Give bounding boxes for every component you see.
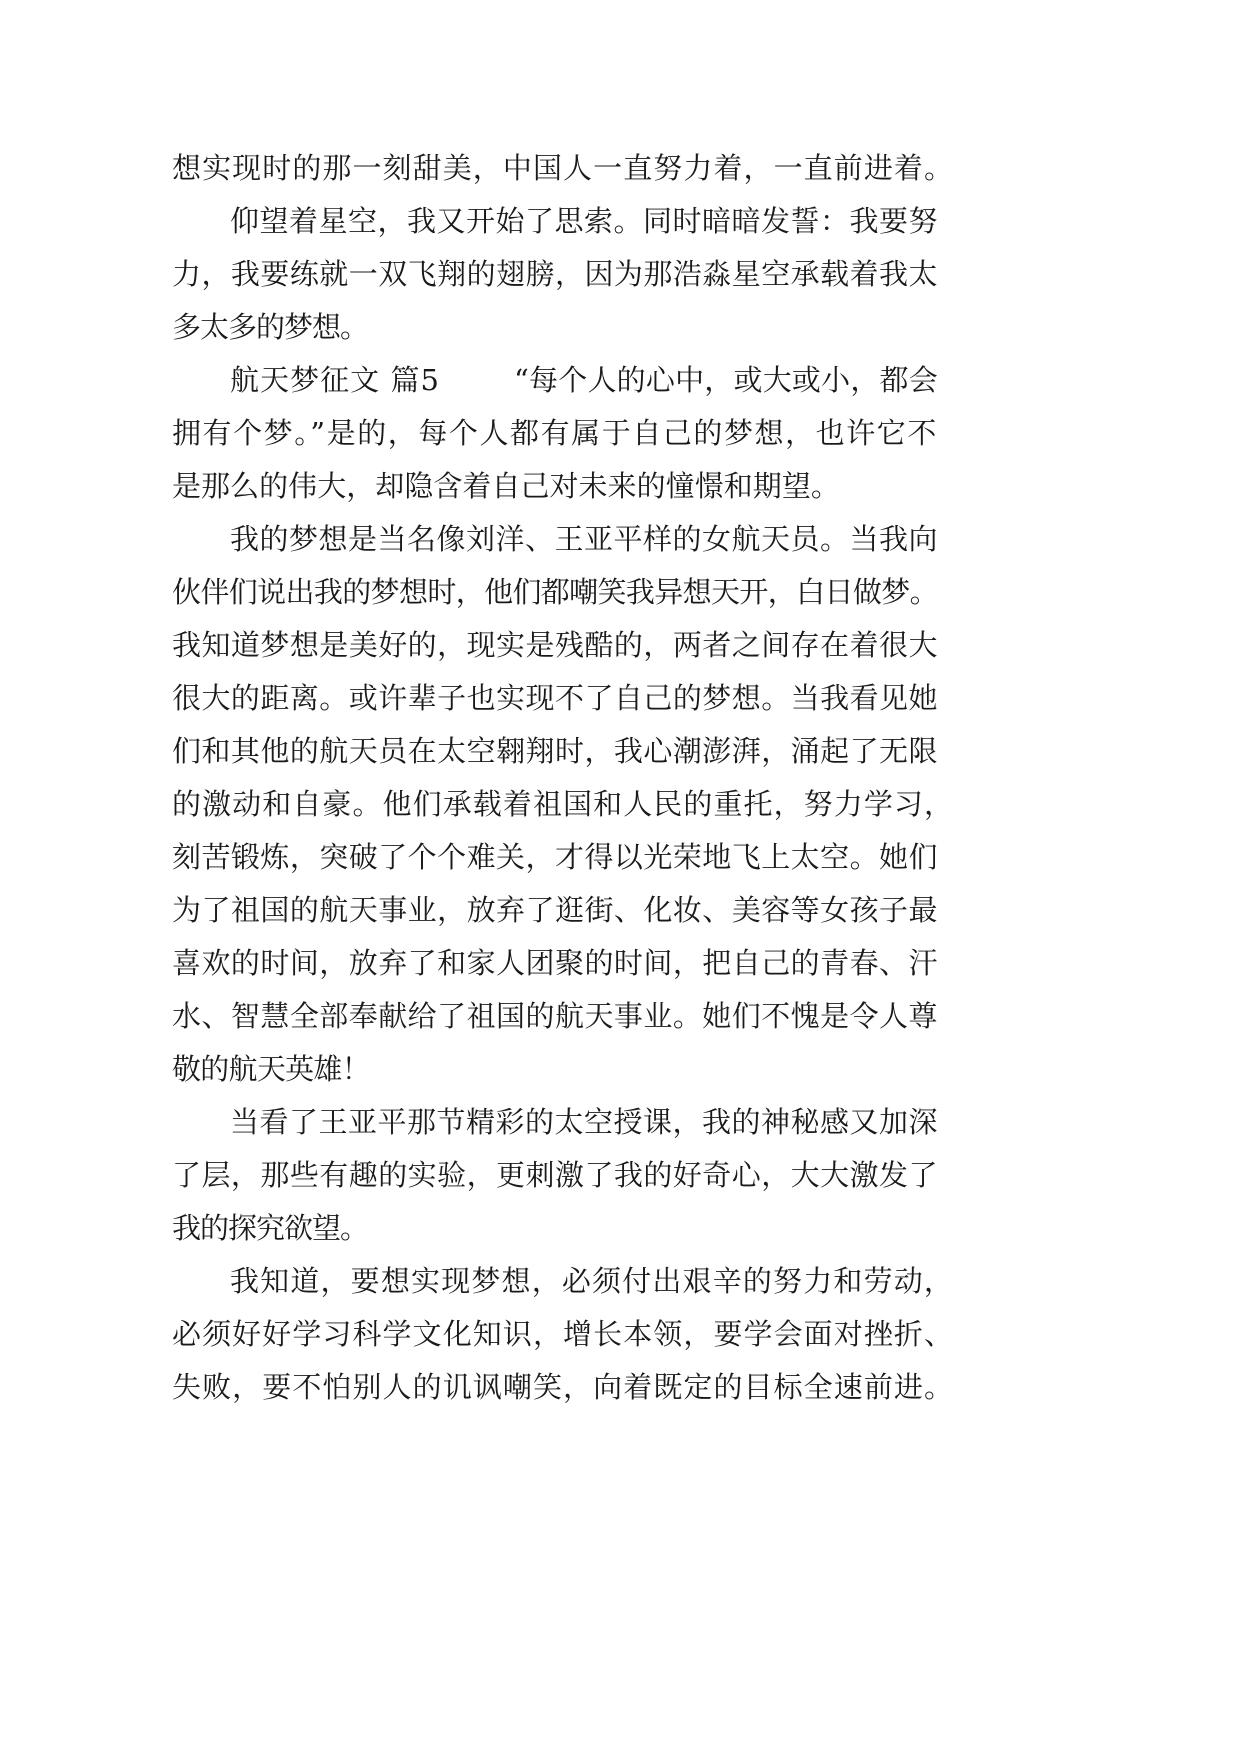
line-text: 们和其他的航天员在太空翱翔时，我心潮澎湃，涌起了无限	[172, 734, 938, 768]
line-text: 失败，要不怕别人的讥讽嘲笑，向着既定的目标全速前进。	[172, 1370, 955, 1404]
line-text: 拥有个梦。”是的，每个人都有属于自己的梦想，也许它不	[172, 416, 938, 450]
line-text: 喜欢的时间，放弃了和家人团聚的时间，把自己的青春、汗	[172, 946, 938, 980]
line-text: 很大的距离。或许辈子也实现不了自己的梦想。当我看见她	[172, 681, 938, 715]
line-text: “每个人的心中，或大或小，都会	[514, 363, 938, 397]
line-text: 力，我要练就一双飞翔的翅膀，因为那浩淼星空承载着我太	[172, 257, 938, 291]
line-text: 为了祖国的航天事业，放弃了逛街、化妆、美容等女孩子最	[172, 893, 938, 927]
line-text: 了层，那些有趣的实验，更刺激了我的好奇心，大大激发了	[172, 1158, 938, 1192]
line-text: 多太多的梦想。	[172, 310, 369, 344]
text-line	[0, 1356, 1241, 1418]
line-text: 想实现时的那一刻甜美，中国人一直努力着，一直前进着。	[172, 151, 955, 185]
line-text: 水、智慧全部奉献给了祖国的航天事业。她们不愧是令人尊	[172, 999, 938, 1033]
line-text: 当看了王亚平那节精彩的太空授课，我的神秘感又加深	[230, 1105, 939, 1139]
line-text: 仰望着星空，我又开始了思索。同时暗暗发誓：我要努	[230, 204, 939, 238]
line-text: 我的梦想是当名像刘洋、王亚平样的女航天员。当我向	[230, 522, 939, 556]
line-text: 伙伴们说出我的梦想时，他们都嘲笑我异想天开，白日做梦。	[172, 575, 938, 609]
line-text: 我的探究欲望。	[172, 1211, 369, 1245]
line-text: 我知道，要想实现梦想，必须付出艰辛的努力和劳动，	[230, 1264, 955, 1298]
line-text: 我知道梦想是美好的，现实是残酷的，两者之间存在着很大	[172, 628, 938, 662]
line-text: 敬的航天英雄！	[172, 1052, 370, 1086]
section-heading: 航天梦征文 篇5	[230, 363, 440, 397]
line-text: 必须好好学习科学文化知识，增长本领，要学会面对挫折、	[172, 1317, 955, 1351]
line-text: 的激动和自豪。他们承载着祖国和人民的重托，努力学习，	[172, 787, 955, 821]
line-text: 刻苦锻炼，突破了个个难关，才得以光荣地飞上太空。她们	[172, 840, 938, 874]
line-text: 是那么的伟大，却隐含着自己对未来的憧憬和期望。	[172, 469, 840, 503]
